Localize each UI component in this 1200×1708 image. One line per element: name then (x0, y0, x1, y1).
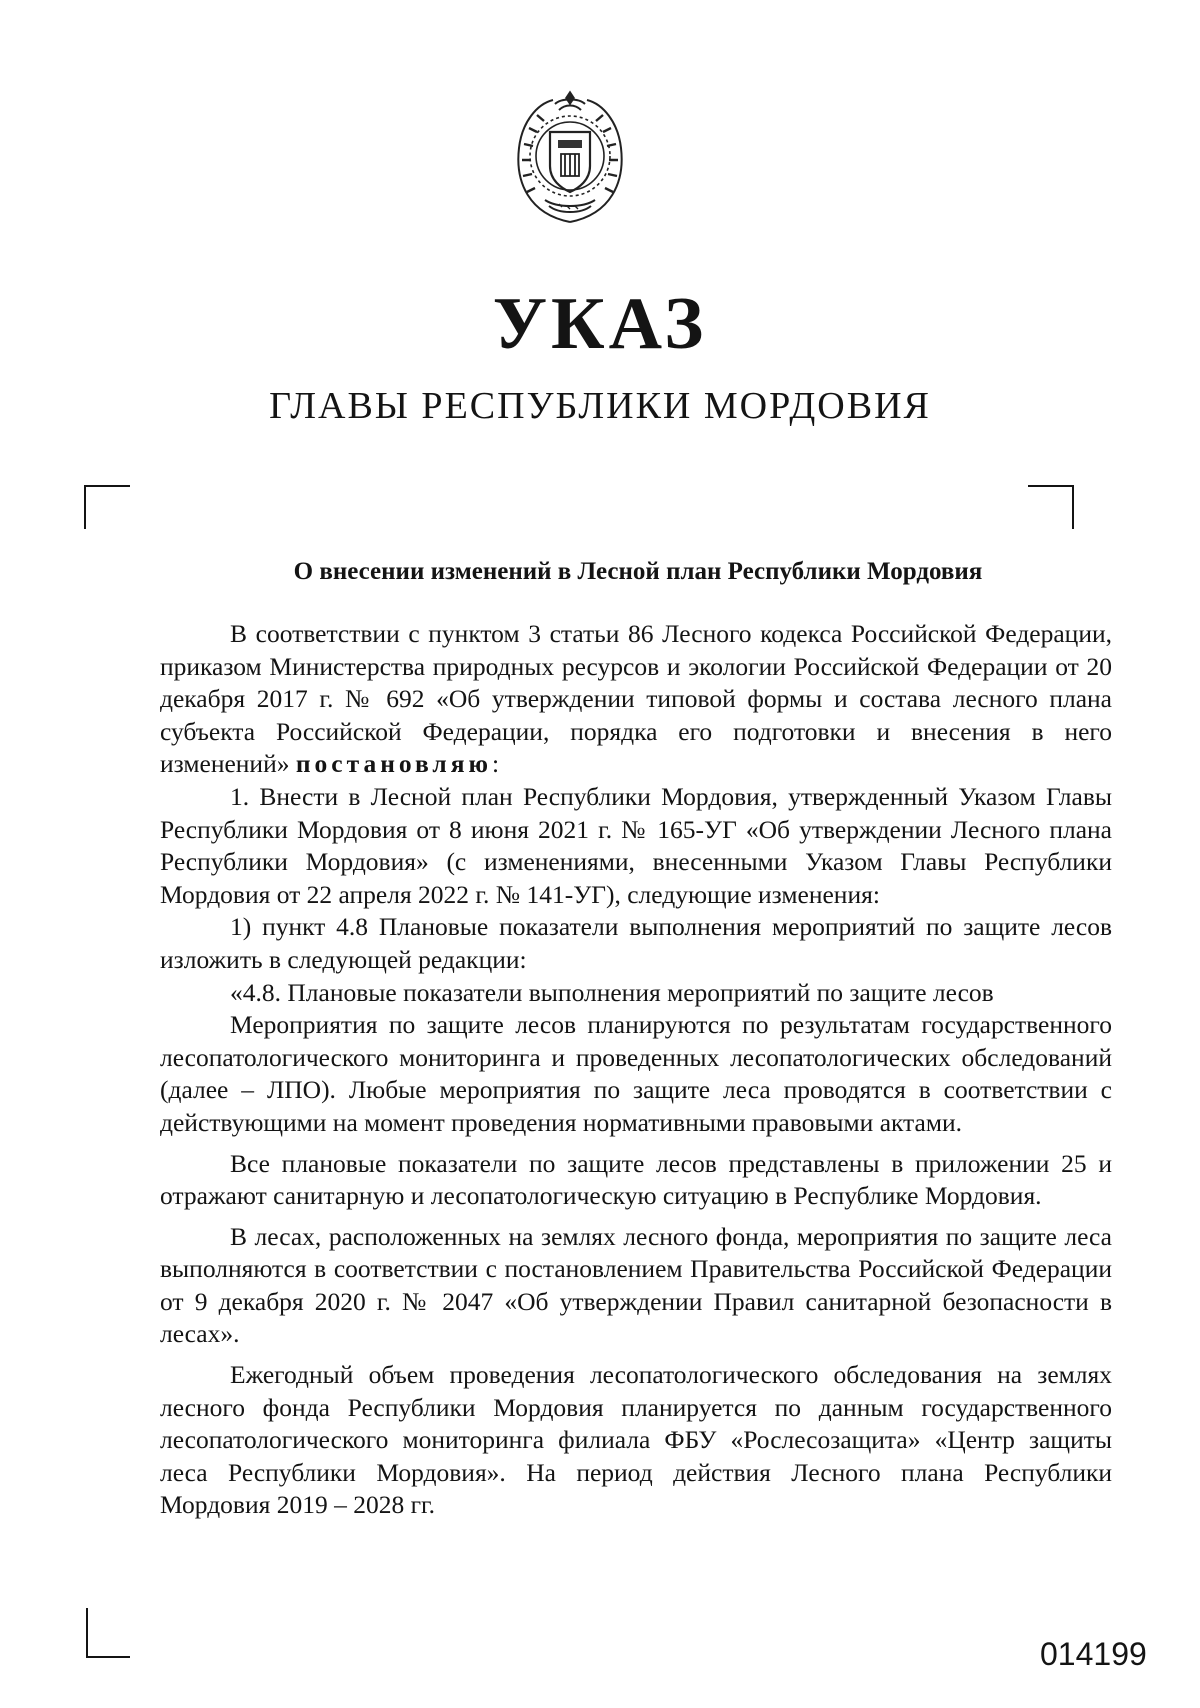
decree-word: постановляю (295, 749, 493, 779)
corner-bracket-top-right (1028, 485, 1074, 529)
preamble-paragraph (160, 618, 1112, 781)
paragraph-measures: Мероприятия по защите лесов планируются по результатам государственного лесопатологического мониторинга и проведенных лесопатологических обследований (далее – ЛПО). Любые мероприятия по защите леса проводятся в соответствии с действующими на момент проведения нормативными правовыми актами. (160, 1010, 1112, 1137)
paragraph-item-1: 1. Внести в Лесной план Республики Мордовия, утвержденный Указом Главы Республики Мордовия от 8 июня 2021 г. № 165-УГ «Об утверждении Лесного плана Республики Мордовия» (с изменениями, внесенными Указом Главы Республики Мордовия от 22 апреля 2022 г. № 141-УГ), следующие изменения: (160, 781, 1112, 909)
page-number: 014199 (1040, 1636, 1147, 1672)
paragraph-subitem-1: 1) пункт 4.8 Плановые показатели выполнения мероприятий по защите лесов изложить в следующей редакции: (160, 912, 1112, 974)
preamble-text: В соответствии с пунктом 3 статьи 86 Лесного кодекса Российской Федерации, приказом Министерства природных ресурсов и экологии Российской Федерации от 20 декабря 2017 г. № 692 «Об утверждении типовой формы и состава лесного плана субъекта Российской Федерации, порядка его подготовки и внесения в него изменений» (160, 619, 1112, 779)
paragraph-section-title: «4.8. Плановые показатели выполнения мероприятий по защите лесов (230, 977, 994, 1007)
paragraph-forest-lands: В лесах, расположенных на землях лесного фонда, мероприятия по защите леса выполняются в соответствии с постановлением Правительства Российской Федерации от 9 декабря 2020 г. № 2047 «Об утверждении Правил санитарной безопасности в лесах». (160, 1221, 1112, 1349)
corner-bracket-top-left (84, 485, 130, 529)
issuing-authority: ГЛАВЫ РЕСПУБЛИКИ МОРДОВИЯ (269, 385, 931, 427)
decree-punct: : (492, 749, 500, 779)
corner-bracket-bottom-left (86, 1608, 130, 1658)
document-heading: О внесении изменений в Лесной план Республики Мордовия (293, 558, 983, 585)
decree-title: УКАЗ (492, 283, 708, 365)
document-body (160, 618, 1112, 1522)
paragraph-indicators: Все плановые показатели по защите лесов представлены в приложении 25 и отражают санитарную и лесопатологическую ситуацию в Республике Мордовия. (160, 1148, 1112, 1211)
coat-of-arms-icon (509, 82, 631, 230)
paragraph-annual-volume: Ежегодный объем проведения лесопатологического обследования на землях лесного фонда Республики Мордовия планируется по данным государственного лесопатологического мониторинга филиала ФБУ «Рослесозащита» «Центр защиты леса Республики Мордовия». На период действия Лесного плана Республики Мордовия 2019 – 2028 гг. (160, 1360, 1112, 1520)
